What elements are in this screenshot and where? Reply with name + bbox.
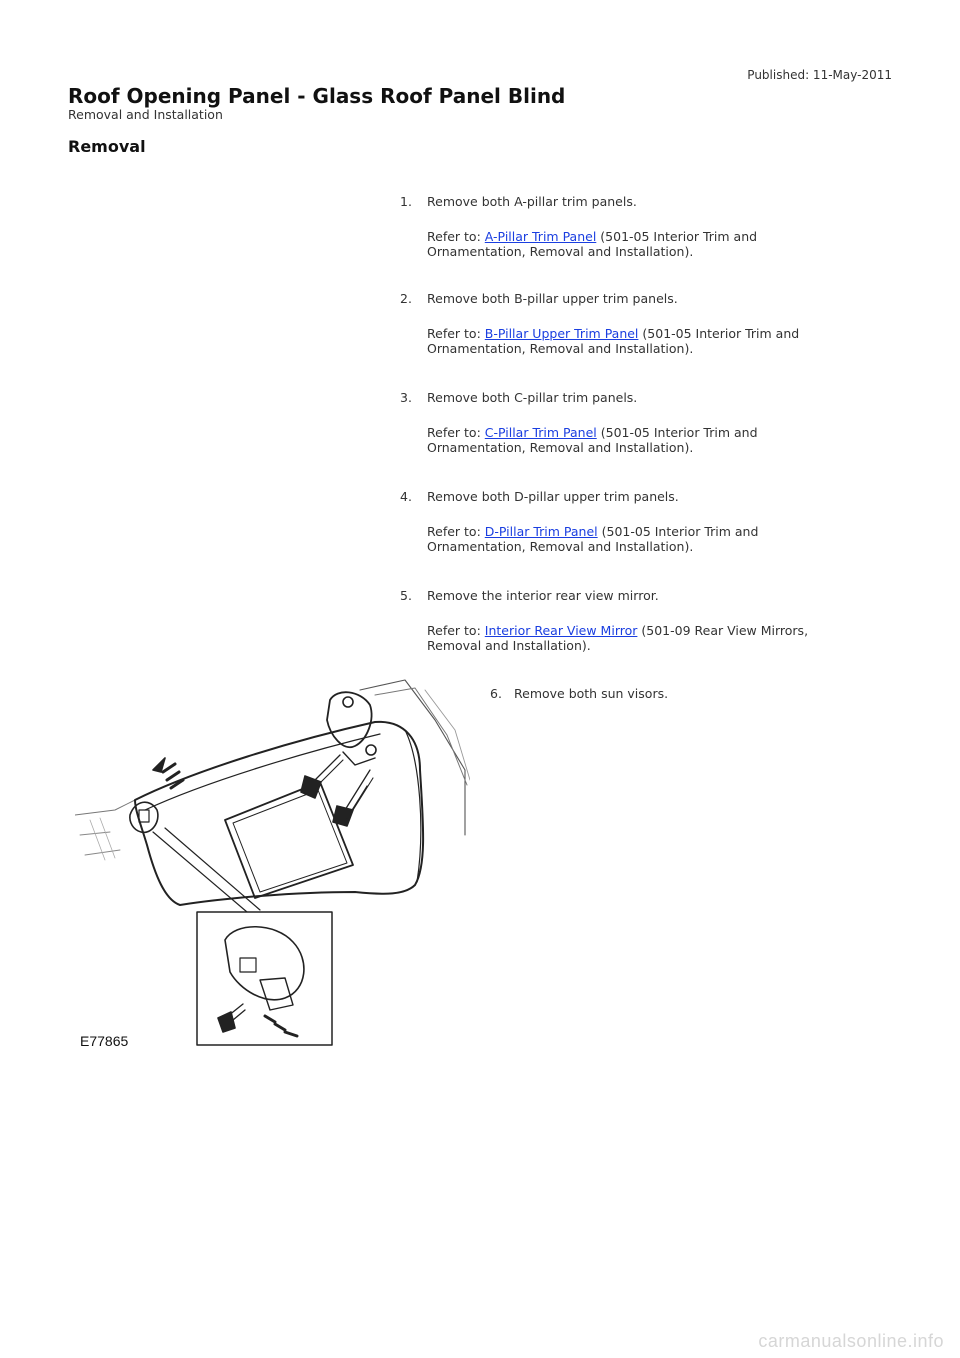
step-text: Remove both A-pillar trim panels. xyxy=(427,194,637,209)
page-title: Roof Opening Panel - Glass Roof Panel Blind xyxy=(68,84,566,108)
d-pillar-trim-panel-link[interactable]: D-Pillar Trim Panel xyxy=(484,524,598,539)
refer-to-label: Refer to: xyxy=(427,326,481,341)
step-reference xyxy=(427,326,847,356)
step-number: 4. xyxy=(400,489,412,504)
reference-detail: (501-05 Interior Trim and Ornamentation, Removal and Installation). xyxy=(427,229,758,259)
reference-detail: (501-09 Rear View Mirrors, Removal and Installation). xyxy=(427,623,809,653)
a-pillar-trim-panel-link[interactable]: A-Pillar Trim Panel xyxy=(484,229,597,244)
figure-code: E77865 xyxy=(80,1033,129,1049)
step-reference xyxy=(427,524,847,554)
sun-visor-removal-illustration xyxy=(75,660,470,1055)
step-number: 6. xyxy=(490,686,502,701)
step-text: Remove both B-pillar upper trim panels. xyxy=(427,291,678,306)
refer-to-label: Refer to: xyxy=(427,524,481,539)
step-number: 2. xyxy=(400,291,412,306)
section-heading: Removal xyxy=(68,137,146,156)
reference-detail: (501-05 Interior Trim and Ornamentation, Removal and Installation). xyxy=(427,425,758,455)
refer-to-label: Refer to: xyxy=(427,229,481,244)
step-text: Remove both D-pillar upper trim panels. xyxy=(427,489,679,504)
step-text: Remove the interior rear view mirror. xyxy=(427,588,659,603)
step-number: 5. xyxy=(400,588,412,603)
reference-detail: (501-05 Interior Trim and Ornamentation, Removal and Installation). xyxy=(427,326,800,356)
step-text: Remove both C-pillar trim panels. xyxy=(427,390,638,405)
step-reference xyxy=(427,623,847,653)
step-text: Remove both sun visors. xyxy=(514,686,669,701)
step-reference xyxy=(427,425,847,455)
published-date: Published: 11-May-2011 xyxy=(747,68,892,82)
reference-detail: (501-05 Interior Trim and Ornamentation, Removal and Installation). xyxy=(427,524,759,554)
step-number: 3. xyxy=(400,390,412,405)
refer-to-label: Refer to: xyxy=(427,623,481,638)
interior-rear-view-mirror-link[interactable]: Interior Rear View Mirror xyxy=(484,623,638,638)
step-number: 1. xyxy=(400,194,412,209)
c-pillar-trim-panel-link[interactable]: C-Pillar Trim Panel xyxy=(484,425,597,440)
step-reference xyxy=(427,229,847,259)
page-subtitle: Removal and Installation xyxy=(68,107,223,122)
watermark: carmanualsonline.info xyxy=(758,1331,944,1351)
refer-to-label: Refer to: xyxy=(427,425,481,440)
b-pillar-upper-trim-panel-link[interactable]: B-Pillar Upper Trim Panel xyxy=(484,326,639,341)
